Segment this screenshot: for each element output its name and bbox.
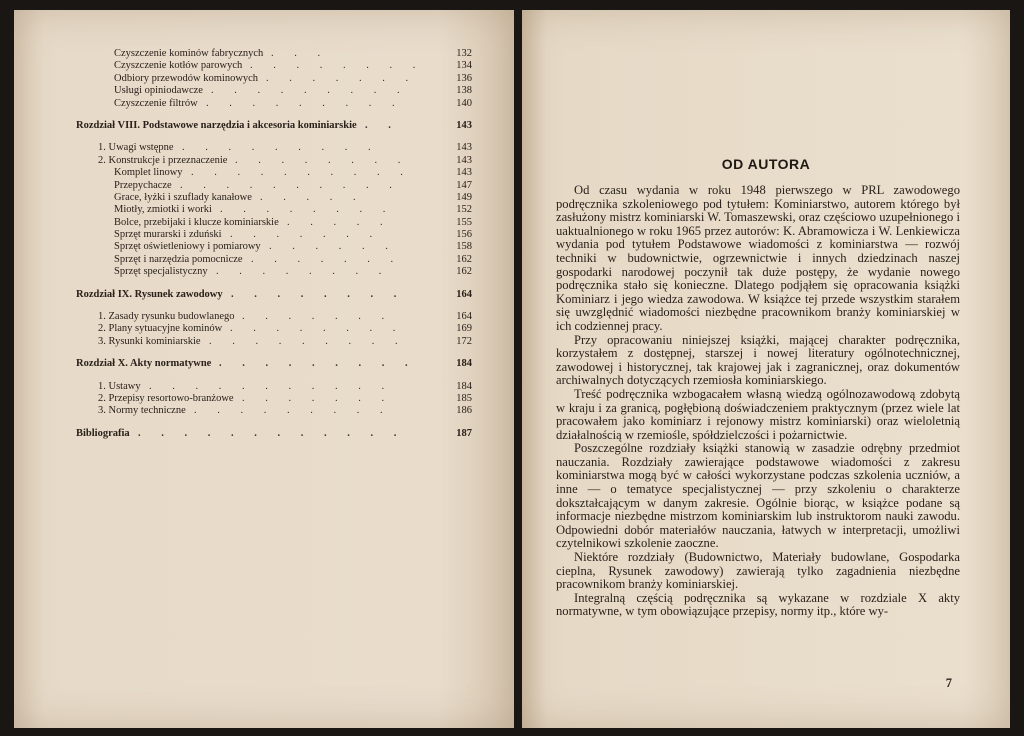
- toc-leader-dots: . . . . . . . . .: [194, 405, 392, 417]
- toc-chapter-row: [76, 120, 496, 132]
- toc-entry-label: Sprzęt oświetleniowy i pomiarowy: [114, 241, 261, 253]
- table-of-contents: [76, 48, 496, 440]
- toc-page-number: 152: [456, 204, 472, 216]
- toc-leader-dots: . . .: [271, 48, 330, 59]
- toc-chapter-row: [76, 289, 496, 301]
- toc-page-number: 156: [456, 229, 472, 241]
- toc-page-number: 158: [456, 241, 472, 253]
- preface-paragraph: Przy opracowaniu niniejszej książki, mającej charakter podręcznika, korzystałem z dostępnej, starszej i nowej literatury ogólnotechnicznej, zawodowej i historycznej, tak krajowej jak i zagranicznej, oraz dokumentów archiwalnych dotyczących rzemiosła kominiarskiego.: [556, 332, 960, 388]
- toc-entry-row: [76, 48, 496, 60]
- toc-page-number: 155: [456, 216, 472, 228]
- toc-entry-label: Rozdział VIII. Podstawowe narzędzia i akcesoria kominiarskie: [76, 119, 357, 131]
- toc-entry-label: 3. Rysunki kominiarskie: [98, 335, 201, 347]
- toc-page-number: 184: [456, 358, 472, 370]
- toc-entry-row: [76, 180, 496, 192]
- toc-entry-label: Czyszczenie kotłów parowych: [114, 60, 243, 72]
- toc-entry-label: 3. Normy techniczne: [98, 405, 186, 417]
- toc-leader-dots: . . . . . . . . .: [209, 335, 407, 347]
- toc-page-number: 162: [456, 266, 472, 278]
- toc-chapter-row: [76, 358, 496, 370]
- toc-entry-label: Sprzęt specjalistyczny: [114, 266, 208, 278]
- toc-leader-dots: . .: [365, 119, 400, 131]
- toc-entry-label: 1. Zasady rysunku budowlanego: [98, 311, 235, 323]
- toc-page-number: 172: [456, 335, 472, 347]
- toc-leader-dots: . . . . . . . .: [231, 288, 406, 300]
- toc-entry-label: Bolce, przebijaki i klucze kominiarskie: [114, 216, 279, 228]
- toc-entry-label: Przepychacze: [114, 179, 172, 191]
- toc-page-number: 132: [456, 48, 472, 59]
- toc-entry-label: 2. Konstrukcje i przeznaczenie: [98, 154, 228, 166]
- toc-entry-label: Sprzęt i narzędzia pomocnicze: [114, 253, 243, 265]
- toc-entry-label: Grace, łyżki i szuflady kanałowe: [114, 191, 252, 203]
- toc-gap: [76, 371, 496, 381]
- toc-leader-dots: . . . . .: [260, 191, 365, 203]
- toc-leader-dots: . . . . . . . .: [250, 60, 425, 72]
- toc-page-number: 147: [456, 179, 472, 191]
- toc-gap: [76, 418, 496, 428]
- toc-leader-dots: . . . . . . . . .: [211, 85, 409, 97]
- toc-leader-dots: . . . . . . . . . .: [191, 167, 412, 179]
- toc-entry-label: 2. Przepisy resortowo-branżowe: [98, 392, 234, 404]
- toc-entry-label: Odbiory przewodów kominowych: [114, 72, 259, 84]
- toc-leader-dots: . . . . . . . . . .: [180, 179, 401, 191]
- toc-entry-row: [76, 98, 496, 110]
- toc-entry-row: [76, 229, 496, 241]
- toc-leader-dots: . . . . . . . .: [230, 323, 405, 335]
- toc-entry-label: Usługi opiniodawcze: [114, 85, 203, 97]
- toc-entry-row: [76, 381, 496, 393]
- toc-leader-dots: . . . . . .: [269, 241, 397, 253]
- toc-leader-dots: . . . . . . . . .: [219, 358, 417, 370]
- toc-entry-label: Czyszczenie filtrów: [114, 97, 198, 109]
- toc-page-number: 134: [456, 60, 472, 72]
- toc-leader-dots: . . . . . . . . .: [206, 97, 404, 109]
- toc-page-number: 164: [456, 288, 472, 300]
- toc-leader-dots: . . . . . . .: [242, 392, 394, 404]
- toc-page-number: 169: [456, 323, 472, 335]
- toc-page-number: 136: [456, 72, 472, 84]
- toc-entry-row: [76, 393, 496, 405]
- toc-entry-row: [76, 204, 496, 216]
- toc-entry-row: [76, 254, 496, 266]
- toc-entry-row: [76, 241, 496, 253]
- toc-entry-label: Bibliografia: [76, 427, 130, 439]
- preface-paragraph: Integralną częścią podręcznika są wykazane w rozdziale X akty normatywne, w tym obowiązujące przepisy, normy itp., które wy-: [556, 590, 960, 619]
- toc-gap: [76, 110, 496, 120]
- toc-entry-label: Czyszczenie kominów fabrycznych: [114, 48, 264, 59]
- toc-gap: [76, 279, 496, 289]
- preface-heading: OD AUTORA: [721, 156, 811, 172]
- toc-entry-row: [76, 405, 496, 417]
- toc-leader-dots: . . . . . . .: [251, 253, 403, 265]
- toc-page-number: 143: [456, 142, 472, 154]
- preface-paragraph: Treść podręcznika wzbogacałem własną wiedzą ogólnozawodową zdobytą w kraju i za granicą, pogłębioną doświadczeniem praktycznym (przez wiele lat pracowałem jako kominiarz i rejonowy mistrz kominiarski) oraz wieloletnią działalnością w rzemiośle, spółdzielczości i pożarnictwie.: [556, 386, 960, 442]
- toc-leader-dots: . . . . . . . . .: [182, 142, 380, 154]
- toc-leader-dots: . . . . . . .: [266, 72, 418, 84]
- page-number: 7: [945, 676, 952, 690]
- toc-leader-dots: . . . . . . .: [242, 311, 394, 323]
- toc-page-number: 138: [456, 85, 472, 97]
- toc-entry-label: Rozdział X. Akty normatywne: [76, 358, 212, 370]
- toc-page-number: 140: [456, 97, 472, 109]
- toc-page-number: 149: [456, 191, 472, 203]
- toc-entry-label: Rozdział IX. Rysunek zawodowy: [76, 288, 223, 300]
- toc-leader-dots: . . . . . . . .: [220, 204, 395, 216]
- toc-page-number: 143: [456, 119, 472, 131]
- toc-page-number: 162: [456, 253, 472, 265]
- toc-entry-row: [76, 336, 496, 348]
- toc-leader-dots: . . . . . . . .: [235, 154, 410, 166]
- preface-text: [556, 184, 960, 619]
- preface-paragraph: Poszczególne rozdziały książki stanowią w zasadzie odrębny przedmiot nauczania. Rozdziały zawierające podstawowe wiadomości z zakresu kominiarstwa mogą być w całości wykorzystane podczas szkolenia uczniów, a inne — o tematyce specjalistycznej — przy szkoleniu o charakterze dokształcającym w danym zakresie. Ogólnie biorąc, w książce podane są informacje niezbędne mistrzom kominiarskim lub instruktorom nauki zawodu. Odpowiedni dobór materiałów nauczania, łatwych w interpretacji, umożliwi czytelnikowi szkolenie zaoczne.: [556, 441, 960, 551]
- toc-page-number: 164: [456, 311, 472, 323]
- toc-page-number: 143: [456, 154, 472, 166]
- toc-entry-row: [76, 323, 496, 335]
- toc-leader-dots: . . . . . . .: [230, 229, 382, 241]
- toc-entry-row: [76, 85, 496, 97]
- preface-paragraph: Od czasu wydania w roku 1948 pierwszego w PRL zawodowego podręcznika szkoleniowego pod tytułem: Kominiarstwo, autorem którego był zasłużony mistrz kominiarski W. Tomaszewski, oraz częściowo uzupełnionego i uaktualnionego w roku 1965 przez autorów: K. Abramowicza i W. Lenkiewicza wydania pod tytułem Podstawowe wiadomości z kominiarstwa — rozwój techniki w budownictwie, ogrzewnictwie i innych dziedzinach naszej gospodarki narodowej poczynił tak duże postępy, że wydanie nowego podręcznika stało się konieczne. Dlatego podjąłem się opracowania książki Kominiarz i jego wiedza zawodowa. W książce tej przede wszystkim starałem się uwzględnić wiadomości niezbędne pracownikom branży kominiarskiej w ich codziennej pracy.: [556, 183, 960, 333]
- preface-paragraph: Niektóre rozdziały (Budownictwo, Materiały budowlane, Gospodarka cieplna, Rysunek zawodowy) zawierają tylko zagadnienia niezbędne pracownikom branży kominiarskiej.: [556, 550, 960, 592]
- toc-entry-row: [76, 142, 496, 154]
- toc-entry-row: [76, 192, 496, 204]
- toc-entry-row: [76, 60, 496, 72]
- toc-gap: [76, 301, 496, 311]
- toc-entry-label: 2. Plany sytuacyjne kominów: [98, 323, 223, 335]
- toc-entry-label: Sprzęt murarski i zduński: [114, 229, 222, 241]
- toc-page-number: 184: [456, 380, 472, 392]
- toc-entry-row: [76, 266, 496, 278]
- toc-entry-label: 1. Ustawy: [98, 380, 141, 392]
- toc-entry-label: Komplet linowy: [114, 167, 183, 179]
- toc-entry-row: [76, 167, 496, 179]
- toc-leader-dots: . . . . .: [287, 216, 392, 228]
- toc-entry-row: [76, 217, 496, 229]
- toc-entry-row: [76, 73, 496, 85]
- toc-page-number: 186: [456, 405, 472, 417]
- toc-entry-row: [76, 311, 496, 323]
- toc-leader-dots: . . . . . . . . . . .: [149, 380, 394, 392]
- toc-gap: [76, 348, 496, 358]
- left-page: [14, 10, 514, 728]
- toc-gap: [76, 132, 496, 142]
- toc-page-number: 187: [456, 427, 472, 439]
- toc-chapter-row: [76, 428, 496, 440]
- toc-page-number: 185: [456, 392, 472, 404]
- toc-page-number: 143: [456, 167, 472, 179]
- toc-entry-label: 1. Uwagi wstępne: [98, 142, 174, 154]
- toc-leader-dots: . . . . . . . . . . . .: [138, 427, 406, 439]
- toc-leader-dots: . . . . . . . .: [216, 266, 391, 278]
- toc-entry-label: Miotły, zmiotki i worki: [114, 204, 212, 216]
- right-page: [522, 10, 1010, 728]
- toc-entry-row: [76, 155, 496, 167]
